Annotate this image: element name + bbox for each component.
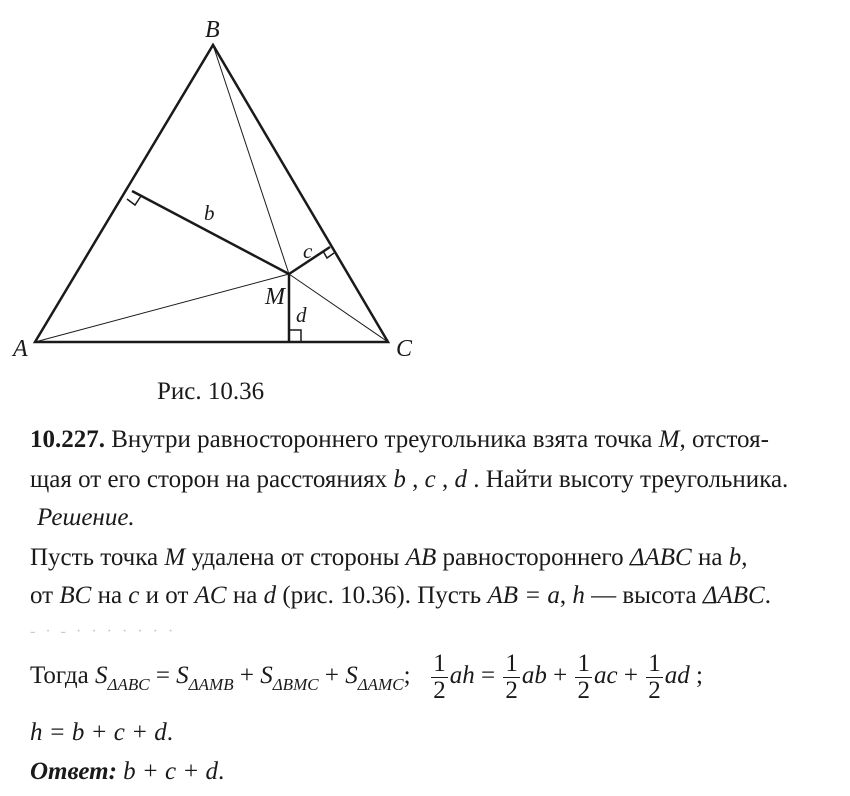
comma: , xyxy=(412,466,419,493)
period: . xyxy=(218,758,225,785)
var-b: b xyxy=(393,466,406,493)
fraction-denominator: 2 xyxy=(505,676,518,704)
comma: , xyxy=(559,582,567,609)
solution-text: (рис. 10.36). Пусть xyxy=(282,582,482,609)
equals: = xyxy=(481,662,496,689)
problem-line-2 xyxy=(30,465,788,495)
fraction-half xyxy=(503,651,520,704)
term-ad: ad xyxy=(664,662,690,689)
problem-text: . Найти высоту треугольника. xyxy=(473,466,789,493)
solution-line-1 xyxy=(30,543,747,573)
solution-text: на xyxy=(697,544,723,571)
solution-text: — высота xyxy=(591,582,697,609)
solution-text: на xyxy=(232,582,258,609)
figure-caption: Рис. 10.36 xyxy=(157,378,265,405)
area-equation xyxy=(30,648,703,713)
var-ab: AB xyxy=(405,544,437,571)
distance-label-c: c xyxy=(303,239,313,263)
plus: + xyxy=(324,662,339,689)
semicolon: ; xyxy=(403,662,411,689)
fraction-numerator: 1 xyxy=(648,649,661,677)
sub-bmc: ΔBMC xyxy=(272,675,319,694)
triangle-figure xyxy=(0,0,850,370)
segment-am xyxy=(35,274,289,342)
fraction-half xyxy=(431,651,448,704)
problem-number: 10.227. xyxy=(30,426,105,453)
var-ac: AC xyxy=(194,582,227,609)
comma: , xyxy=(442,466,449,493)
fraction-numerator: 1 xyxy=(505,649,518,677)
var-h: h xyxy=(572,582,585,609)
right-angle-mark-b xyxy=(127,196,141,205)
problem-text: Внутри равностороннего треугольника взята точка xyxy=(111,426,653,453)
faint-artifact: - · - · · · · · · · xyxy=(30,623,177,640)
term-ab: ab xyxy=(521,662,547,689)
answer-value: b + c + d xyxy=(123,758,218,785)
solution-text: , xyxy=(741,544,748,571)
plus: + xyxy=(239,662,254,689)
var-m: M xyxy=(164,544,186,571)
solution-text: равностороннего xyxy=(442,544,624,571)
right-angle-mark-c xyxy=(323,251,334,258)
area-s: S xyxy=(260,662,273,689)
solution-text: Пусть точка xyxy=(30,544,159,571)
solution-text: удалена от стороны xyxy=(191,544,400,571)
var-c: c xyxy=(424,466,436,493)
term-ac: ac xyxy=(593,662,618,689)
triangle-abc-ref: ΔABC xyxy=(702,582,765,609)
distance-label-b: b xyxy=(204,201,215,225)
fraction-half xyxy=(646,651,663,704)
solution-heading: Решение. xyxy=(37,504,135,531)
solution-line-2 xyxy=(30,581,771,611)
var-b: b xyxy=(728,544,742,571)
var-d: d xyxy=(454,466,467,493)
solution-text: и от xyxy=(145,582,189,609)
sub-amb: ΔAMB xyxy=(188,675,234,694)
answer-label: Ответ: xyxy=(30,758,117,785)
fraction-denominator: 2 xyxy=(577,676,590,704)
var-bc: BC xyxy=(59,582,92,609)
right-angle-mark-d xyxy=(289,330,301,342)
vertex-label-c: C xyxy=(396,336,413,362)
answer-line xyxy=(30,757,224,787)
result-formula xyxy=(30,718,173,748)
area-s: S xyxy=(176,662,189,689)
fraction-numerator: 1 xyxy=(577,649,590,677)
semicolon: ; xyxy=(695,662,703,689)
fraction-denominator: 2 xyxy=(433,676,446,704)
fraction-numerator: 1 xyxy=(433,649,446,677)
triangle-abc xyxy=(35,45,388,342)
height-formula: h = b + c + d xyxy=(30,719,167,746)
vertex-label-b: B xyxy=(205,17,220,43)
problem-text: щая от его сторон на расстояниях xyxy=(30,466,388,493)
ab-equals-a: AB = a xyxy=(487,582,560,609)
triangle-abc-ref: ΔABC xyxy=(629,544,692,571)
var-d: d xyxy=(263,582,277,609)
var-c: c xyxy=(128,582,140,609)
area-s: S xyxy=(345,662,358,689)
problem-line-1 xyxy=(30,425,769,455)
plus: + xyxy=(623,662,638,689)
solution-text: на xyxy=(97,582,123,609)
equation-prefix: Тогда xyxy=(30,662,89,689)
sub-amc: ΔAMC xyxy=(357,675,404,694)
term-ah: ah xyxy=(449,662,475,689)
var-m: M xyxy=(658,426,680,453)
area-s: S xyxy=(94,662,108,689)
sub-abc: ΔABC xyxy=(107,675,150,694)
period: . xyxy=(166,719,173,746)
problem-text: , отстоя- xyxy=(679,426,769,453)
equals: = xyxy=(155,662,170,689)
plus: + xyxy=(553,662,568,689)
vertex-label-a: A xyxy=(13,336,28,362)
solution-text: . xyxy=(764,582,771,609)
distance-label-d: d xyxy=(296,303,307,327)
fraction-denominator: 2 xyxy=(648,676,661,704)
fraction-half xyxy=(575,651,592,704)
solution-text: от xyxy=(30,582,54,609)
point-label-m: M xyxy=(265,284,285,310)
